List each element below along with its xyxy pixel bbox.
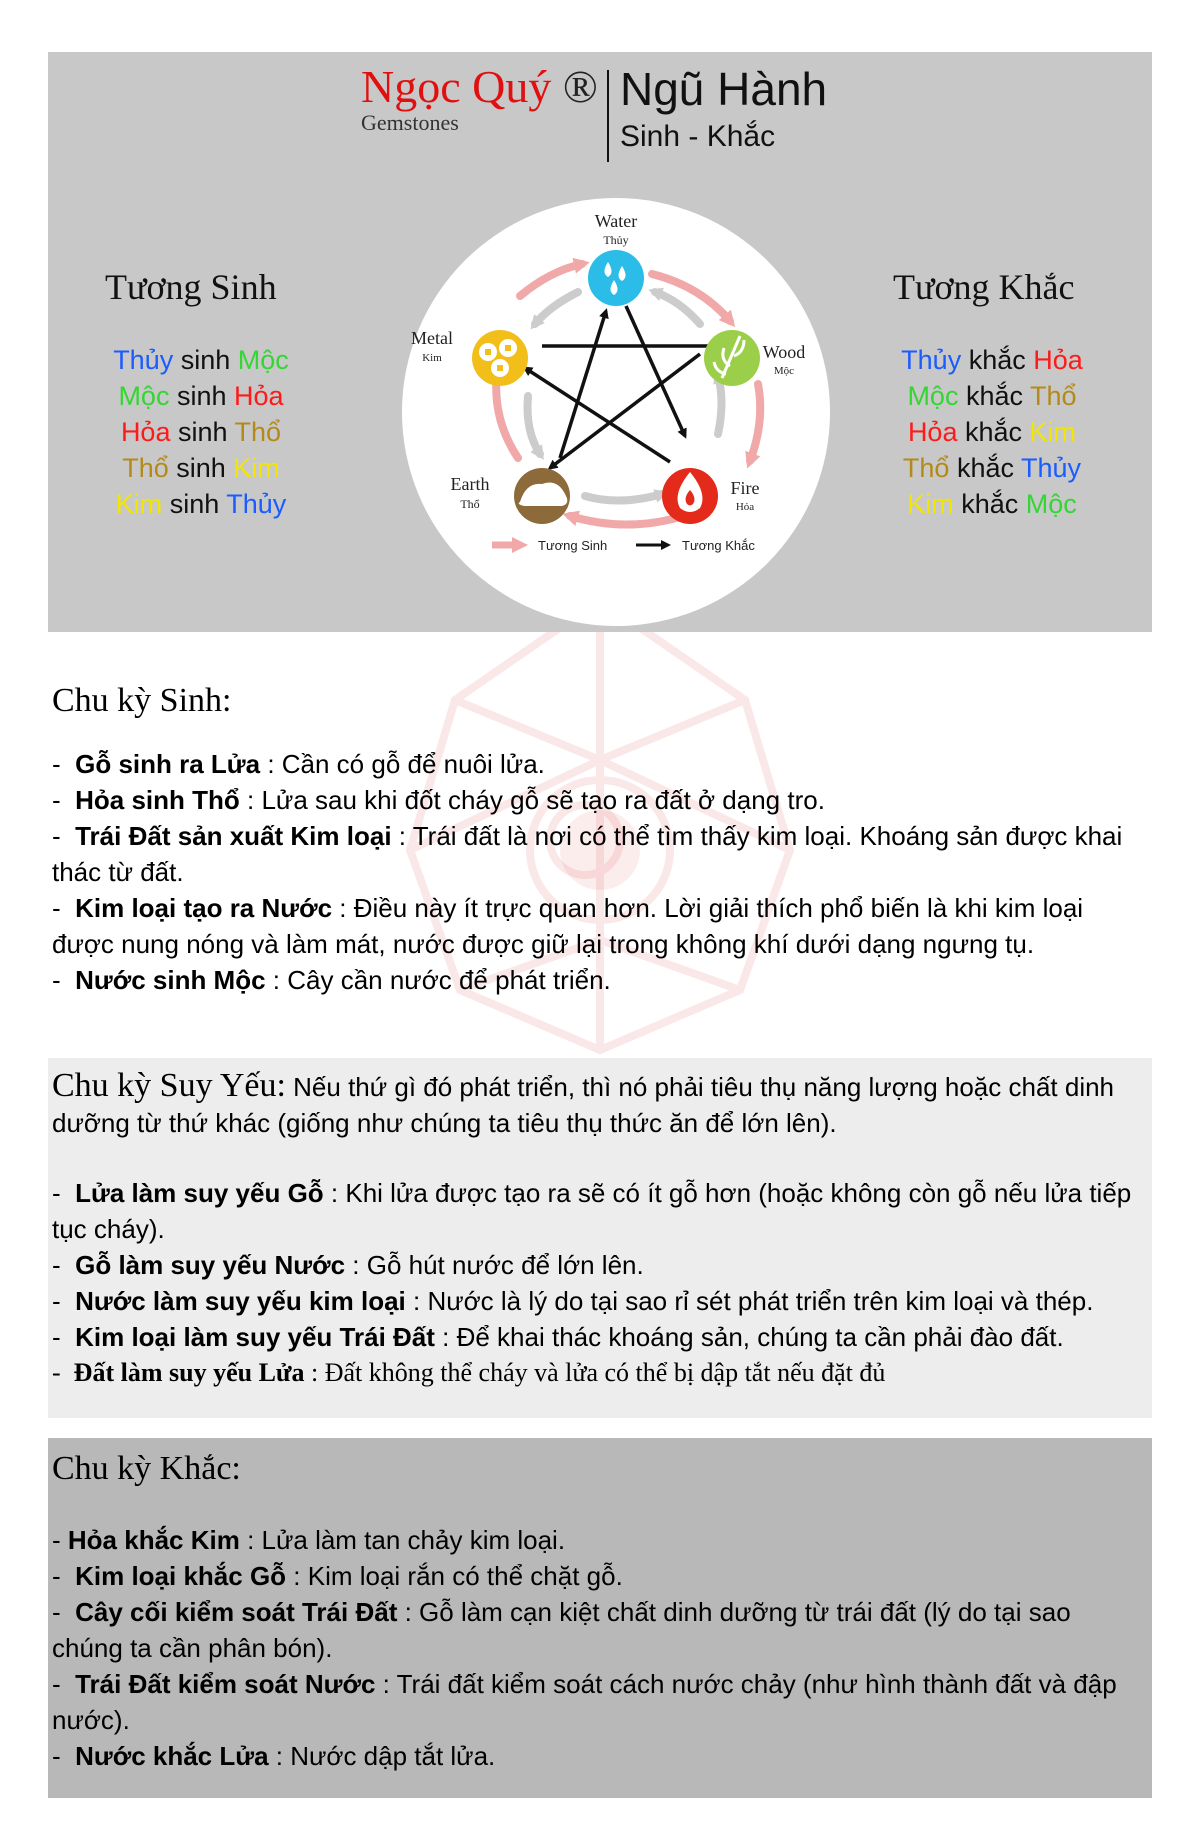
water-vi-label: Thủy [603, 233, 629, 247]
chu-ky-suy-intro: Chu kỳ Suy Yếu: Nếu thứ gì đó phát triển, thì nó phải tiêu thụ năng lượng hoặc chất dinh dưỡng từ thứ khác (giống như chúng ta tiêu thụ thức ăn để lớn lên). [52, 1067, 1115, 1138]
khac-item: - Nước khắc Lửa : Nước dập tắt lửa. [52, 1741, 496, 1771]
page-subtitle: Sinh - Khắc [620, 120, 776, 153]
sinh-row: Thủy sinh Mộc [113, 345, 289, 375]
khac-row: Hỏa khắc Kim [907, 417, 1077, 447]
tuong-sinh-list [81, 342, 321, 522]
sinh-row: Mộc sinh Hỏa [118, 381, 284, 411]
chu-ky-khac-section [48, 1438, 1152, 1798]
suy-item: - Kim loại làm suy yếu Trái Đất : Để khai thác khoáng sản, chúng ta cần phải đào đất. [52, 1322, 1064, 1352]
wood-label: Wood [762, 342, 806, 362]
chu-ky-sinh-heading: Chu kỳ Sinh: [52, 682, 232, 719]
chu-ky-khac-heading: Chu kỳ Khắc: [52, 1450, 241, 1487]
sinh-item: - Hỏa sinh Thổ : Lửa sau khi đốt cháy gỗ sẽ tạo ra đất ở dạng tro. [52, 785, 825, 815]
legend-sinh-label: Tương Sinh [538, 538, 608, 553]
title-divider [607, 70, 609, 162]
tuong-sinh-heading: Tương Sinh [105, 267, 277, 307]
fire-label: Fire [730, 478, 760, 498]
suy-item: - Đất làm suy yếu Lửa : Đất không thể cháy và lửa có thể bị dập tắt nếu đặt đủ [52, 1358, 886, 1387]
metal-node [472, 330, 528, 386]
chu-ky-sinh-section [48, 682, 1152, 998]
chu-ky-suy-section [48, 1058, 1152, 1418]
chu-ky-khac-list [48, 1522, 1152, 1774]
khac-item: - Cây cối kiểm soát Trái Đất : Gỗ làm cạn kiệt chất dinh dưỡng từ trái đất (lý do tại sao chúng ta cần phân bón). [52, 1597, 1071, 1663]
khac-item: - Trái Đất kiểm soát Nước : Trái đất kiểm soát cách nước chảy (như hình thành đất và đập nước). [52, 1669, 1117, 1735]
brand-subtitle: Gemstones [361, 110, 459, 135]
page-title: Ngũ Hành [620, 63, 828, 115]
khac-row: Kim khắc Mộc [907, 489, 1077, 519]
wood-node [704, 330, 760, 386]
metal-vi-label: Kim [422, 352, 442, 364]
chu-ky-suy-list [48, 1175, 1152, 1391]
chu-ky-suy-heading: Chu kỳ Suy Yếu: [52, 1067, 286, 1104]
brand-name: Ngọc Quý ® [361, 61, 598, 112]
fire-vi-label: Hỏa [735, 501, 755, 513]
khac-item: - Kim loại khắc Gỗ : Kim loại rắn có thể chặt gỗ. [52, 1561, 623, 1591]
tuong-khac-heading: Tương Khắc [893, 267, 1075, 307]
sinh-item: - Kim loại tạo ra Nước : Điều này ít trực quan hơn. Lời giải thích phổ biến là khi kim loại được nung nóng và làm mát, nước được giữ lại trong không khí dưới dạng ngưng tụ. [52, 893, 1084, 959]
suy-item: - Gỗ làm suy yếu Nước : Gỗ hút nước để lớn lên. [52, 1250, 644, 1280]
wood-vi-label: Mộc [773, 365, 795, 377]
fire-node [662, 468, 718, 524]
khac-row: Thổ khắc Thủy [902, 453, 1082, 483]
chu-ky-sinh-list [52, 746, 1152, 998]
tuong-khac-list [872, 342, 1112, 522]
earth-label: Earth [450, 474, 490, 494]
five-elements-diagram [400, 196, 832, 628]
brand-logo [361, 62, 601, 136]
metal-label: Metal [411, 328, 453, 348]
earth-vi-label: Thổ [460, 497, 480, 511]
khac-item: - Hỏa khắc Kim : Lửa làm tan chảy kim loại. [52, 1525, 566, 1555]
legend-khac-label: Tương Khắc [682, 538, 755, 553]
sinh-item: - Trái Đất sản xuất Kim loại : Trái đất là nơi có thể tìm thấy kim loại. Khoáng sản được khai thác từ đất. [52, 821, 1123, 887]
suy-item: - Lửa làm suy yếu Gỗ : Khi lửa được tạo ra sẽ có ít gỗ hơn (hoặc không còn gỗ nếu lửa tiếp tục cháy). [52, 1178, 1132, 1244]
sinh-item: - Gỗ sinh ra Lửa : Cần có gỗ để nuôi lửa. [52, 749, 545, 779]
sinh-row: Thổ sinh Kim [122, 453, 280, 483]
sinh-item: - Nước sinh Mộc : Cây cần nước để phát triển. [52, 965, 611, 995]
khac-row: Mộc khắc Thổ [907, 381, 1077, 411]
sinh-row: Kim sinh Thủy [115, 489, 287, 519]
water-node [588, 250, 644, 306]
earth-node [514, 468, 570, 524]
sinh-row: Hỏa sinh Thổ [120, 417, 282, 447]
khac-row: Thủy khắc Hỏa [901, 345, 1083, 375]
water-label: Water [594, 211, 638, 231]
suy-item: - Nước làm suy yếu kim loại : Nước là lý do tại sao rỉ sét phát triển trên kim loại và thép. [52, 1286, 1094, 1316]
